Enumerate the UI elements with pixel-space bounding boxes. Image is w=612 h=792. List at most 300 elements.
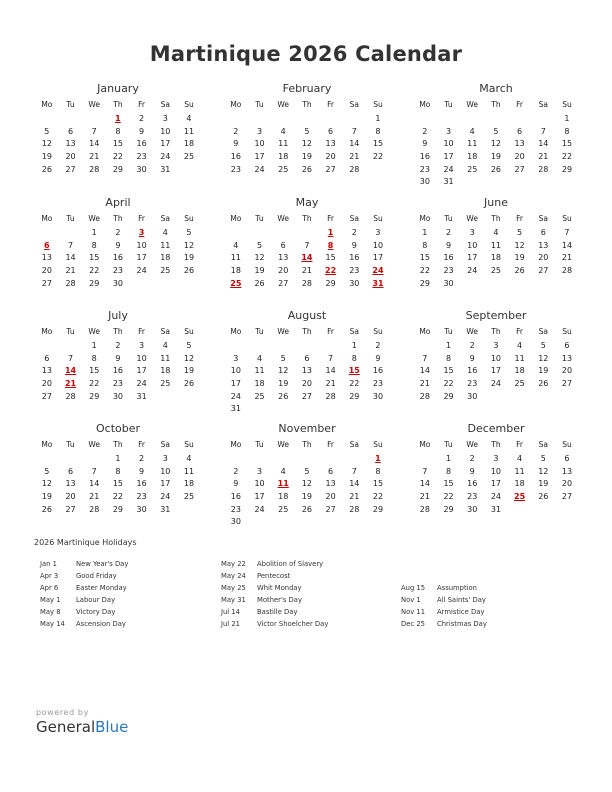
empty-day <box>224 453 248 466</box>
day: 21 <box>65 266 76 276</box>
day: 17 <box>490 479 501 489</box>
day: 22 <box>89 379 100 389</box>
day: 22 <box>443 379 454 389</box>
day: 10 <box>160 126 171 136</box>
day: 24 <box>136 379 147 389</box>
day: 1 <box>564 114 570 123</box>
month-days-grid <box>35 211 201 290</box>
day: 4 <box>517 454 523 463</box>
day: 19 <box>41 492 52 502</box>
day: 16 <box>467 479 478 489</box>
day: 19 <box>538 479 549 489</box>
day: 4 <box>162 341 168 350</box>
day: 7 <box>422 466 428 476</box>
day: 1 <box>445 341 452 350</box>
month-name: June <box>484 196 508 209</box>
day: 13 <box>41 253 52 263</box>
day: 4 <box>517 341 523 350</box>
day: 11 <box>514 353 525 363</box>
day: 10 <box>443 139 454 149</box>
holiday-entry <box>401 594 487 606</box>
day: 20 <box>561 479 573 489</box>
day: 20 <box>561 366 573 376</box>
day: 22 <box>112 492 123 502</box>
month-days-grid <box>413 324 579 403</box>
day: 30 <box>136 164 147 174</box>
weekday-header: Sa <box>349 440 359 449</box>
day: 31 <box>443 177 454 187</box>
day: 16 <box>372 366 384 376</box>
day: 27 <box>514 164 525 174</box>
day: 17 <box>443 152 454 162</box>
day: 2 <box>375 341 381 350</box>
day: 27 <box>65 504 76 514</box>
day: 21 <box>349 492 360 502</box>
day: 8 <box>564 126 570 136</box>
day: 11 <box>490 240 501 250</box>
day: 22 <box>112 152 123 162</box>
day: 5 <box>280 353 286 363</box>
day: 24 <box>254 504 265 514</box>
holiday-day: 8 <box>327 240 334 250</box>
day: 4 <box>233 240 239 250</box>
day: 28 <box>349 164 360 174</box>
weekday-header: Mo <box>41 440 53 449</box>
day: 22 <box>443 492 454 502</box>
weekday-header: Th <box>491 440 501 449</box>
month-name: October <box>95 422 141 435</box>
month-block <box>413 82 579 189</box>
holiday-name: Assumption <box>437 584 477 592</box>
weekday-header: Tu <box>255 327 264 336</box>
day: 5 <box>517 228 523 237</box>
weekday-header: We <box>466 214 479 223</box>
day: 29 <box>349 391 360 401</box>
day: 6 <box>564 454 570 463</box>
day: 21 <box>89 492 100 502</box>
holiday-date: May 25 <box>221 584 246 592</box>
day: 12 <box>301 479 312 489</box>
day: 10 <box>136 240 147 250</box>
day: 25 <box>254 391 265 401</box>
weekday-header: Fr <box>138 100 146 109</box>
day: 19 <box>254 266 265 276</box>
holiday-name: Bastille Day <box>257 608 298 616</box>
day: 10 <box>490 466 501 476</box>
empty-day <box>248 227 272 240</box>
day: 5 <box>540 341 546 350</box>
holiday-name: Armistice Day <box>437 608 485 616</box>
day: 26 <box>514 266 525 276</box>
day: 28 <box>301 278 312 288</box>
holiday-entry <box>221 606 328 618</box>
weekday-header: We <box>88 327 101 336</box>
day: 8 <box>115 126 121 136</box>
day: 13 <box>561 353 573 363</box>
day: 18 <box>183 479 195 489</box>
month-name: September <box>465 309 527 322</box>
day: 1 <box>375 114 381 123</box>
day: 18 <box>254 379 265 389</box>
weekday-header: Fr <box>327 100 335 109</box>
day: 2 <box>139 114 145 123</box>
day: 31 <box>230 404 241 414</box>
day: 4 <box>256 353 263 363</box>
day: 21 <box>89 152 100 162</box>
weekday-header: Sa <box>160 214 170 223</box>
day: 4 <box>162 228 168 237</box>
day: 20 <box>41 266 52 276</box>
day: 2 <box>422 126 428 136</box>
weekday-header: Fr <box>327 440 335 449</box>
empty-day <box>35 340 59 353</box>
day: 16 <box>443 253 454 263</box>
day: 5 <box>186 228 192 237</box>
month-name: August <box>287 309 327 322</box>
day: 28 <box>325 391 336 401</box>
day: 21 <box>419 379 430 389</box>
day: 25 <box>467 164 478 174</box>
month-block <box>413 422 579 516</box>
day: 17 <box>160 479 171 489</box>
day: 23 <box>419 164 430 174</box>
day: 9 <box>469 466 475 476</box>
month-block <box>413 309 579 403</box>
weekday-header: Su <box>184 100 194 109</box>
holiday-day: 14 <box>301 253 313 263</box>
day: 24 <box>443 164 454 174</box>
day: 20 <box>301 379 312 389</box>
day: 8 <box>375 126 381 136</box>
day: 7 <box>422 353 428 363</box>
holiday-date: May 1 <box>40 596 61 604</box>
weekday-header: Su <box>562 440 572 449</box>
month-block <box>35 196 201 290</box>
month-block <box>224 309 390 416</box>
day: 2 <box>233 126 239 136</box>
month-days-grid <box>224 437 390 529</box>
day: 30 <box>136 504 147 514</box>
day: 29 <box>561 164 573 174</box>
day: 15 <box>112 479 123 489</box>
weekday-header: Su <box>562 100 572 109</box>
day: 9 <box>422 139 428 149</box>
empty-day <box>224 340 248 353</box>
day: 10 <box>254 139 265 149</box>
day: 29 <box>112 164 123 174</box>
day: 17 <box>254 152 265 162</box>
day: 3 <box>256 466 263 476</box>
day: 14 <box>349 139 360 149</box>
day: 18 <box>514 479 525 489</box>
day: 28 <box>538 164 549 174</box>
holiday-day: 21 <box>64 379 77 389</box>
day: 26 <box>41 504 52 514</box>
holiday-date: Aug 15 <box>401 584 426 592</box>
weekday-header: Fr <box>327 214 335 223</box>
month-block <box>224 82 390 176</box>
day: 26 <box>301 164 312 174</box>
day: 13 <box>65 479 76 489</box>
day: 25 <box>183 152 195 162</box>
day: 31 <box>160 164 171 174</box>
holiday-date: May 22 <box>221 560 246 568</box>
day: 28 <box>561 266 573 276</box>
weekday-header: Mo <box>230 100 242 109</box>
day: 12 <box>301 139 312 149</box>
weekday-header: Th <box>302 327 312 336</box>
day: 5 <box>186 341 192 350</box>
empty-day <box>271 227 295 240</box>
weekday-header: We <box>88 440 101 449</box>
holiday-day: 25 <box>514 492 526 502</box>
day: 7 <box>91 466 97 476</box>
weekday-header: Fr <box>138 327 146 336</box>
day: 9 <box>445 240 452 250</box>
day: 17 <box>230 379 241 389</box>
weekday-header: Sa <box>160 100 170 109</box>
day: 23 <box>112 266 123 276</box>
weekday-header: Tu <box>66 440 75 449</box>
holiday-day: 1 <box>115 114 121 123</box>
day: 25 <box>183 492 195 502</box>
day: 28 <box>419 391 430 401</box>
day: 17 <box>467 253 478 263</box>
holiday-name: Whit Monday <box>257 584 302 592</box>
day: 27 <box>325 164 336 174</box>
weekday-header: Fr <box>138 214 146 223</box>
day: 30 <box>467 391 478 401</box>
empty-day <box>484 113 508 126</box>
weekday-header: Sa <box>160 440 170 449</box>
day: 5 <box>493 126 499 136</box>
day: 27 <box>561 492 573 502</box>
day: 24 <box>254 164 265 174</box>
empty-day <box>531 113 555 126</box>
holiday-day: 31 <box>372 278 384 288</box>
day: 12 <box>41 139 52 149</box>
day: 31 <box>136 391 147 401</box>
month-name: March <box>479 82 513 95</box>
day: 4 <box>186 114 192 123</box>
day: 16 <box>230 492 241 502</box>
day: 29 <box>112 504 123 514</box>
day: 14 <box>419 366 430 376</box>
day: 3 <box>469 228 475 237</box>
day: 9 <box>139 466 145 476</box>
day: 16 <box>112 253 123 263</box>
holiday-entry <box>40 570 128 582</box>
day: 6 <box>44 353 50 363</box>
day: 26 <box>278 391 289 401</box>
day: 1 <box>445 454 452 463</box>
weekday-header: Th <box>302 214 312 223</box>
day: 7 <box>540 126 546 136</box>
weekday-header: Mo <box>230 214 242 223</box>
day: 21 <box>325 379 336 389</box>
day: 26 <box>41 164 52 174</box>
weekday-header: We <box>277 327 290 336</box>
day: 15 <box>443 366 454 376</box>
weekday-header: Fr <box>516 214 524 223</box>
day: 15 <box>372 479 384 489</box>
day: 14 <box>419 479 430 489</box>
holiday-column <box>401 582 487 630</box>
day: 15 <box>112 139 123 149</box>
weekday-header: Th <box>113 100 123 109</box>
day: 14 <box>65 253 76 263</box>
day: 16 <box>467 366 478 376</box>
month-block <box>224 422 390 529</box>
month-name: February <box>282 82 332 95</box>
holiday-day: 15 <box>348 366 360 376</box>
holiday-entry <box>221 594 328 606</box>
day: 14 <box>349 479 360 489</box>
weekday-header: Th <box>491 327 501 336</box>
holiday-name: Good Friday <box>76 572 117 580</box>
day: 5 <box>256 240 263 250</box>
empty-day <box>460 113 484 126</box>
day: 22 <box>372 152 384 162</box>
empty-day <box>248 113 272 126</box>
holiday-date: Jul 21 <box>221 620 241 628</box>
day: 13 <box>301 366 312 376</box>
holiday-date: Dec 25 <box>401 620 425 628</box>
day: 11 <box>514 466 525 476</box>
weekday-header: Sa <box>538 327 548 336</box>
day: 11 <box>230 253 241 263</box>
day: 11 <box>160 240 171 250</box>
month-days-grid <box>224 324 390 416</box>
day: 15 <box>443 479 454 489</box>
day: 19 <box>183 366 195 376</box>
day: 15 <box>325 253 336 263</box>
month-name: January <box>97 82 139 95</box>
weekday-header: Th <box>113 214 123 223</box>
day: 23 <box>230 504 241 514</box>
holiday-day: 3 <box>138 228 145 237</box>
holiday-name: Pentecost <box>257 572 291 580</box>
day: 30 <box>443 278 454 288</box>
day: 8 <box>91 240 97 250</box>
holiday-name: Mother's Day <box>257 596 302 604</box>
day: 13 <box>325 479 336 489</box>
day: 16 <box>419 152 430 162</box>
weekday-header: Mo <box>419 100 431 109</box>
day: 29 <box>325 278 336 288</box>
day: 23 <box>136 152 147 162</box>
day: 23 <box>467 492 478 502</box>
month-days-grid <box>35 324 201 403</box>
day: 14 <box>538 139 549 149</box>
day: 6 <box>67 126 74 136</box>
month-days-grid <box>413 211 579 290</box>
day: 7 <box>91 126 97 136</box>
empty-day <box>224 113 248 126</box>
day: 17 <box>372 253 384 263</box>
day: 5 <box>44 126 50 136</box>
day: 1 <box>91 228 97 237</box>
day: 23 <box>467 379 478 389</box>
day: 29 <box>443 391 454 401</box>
day: 11 <box>160 353 171 363</box>
day: 2 <box>469 454 475 463</box>
holiday-date: May 31 <box>221 596 246 604</box>
day: 11 <box>254 366 265 376</box>
day: 30 <box>230 517 241 527</box>
weekday-header: Tu <box>255 440 264 449</box>
day: 8 <box>115 466 121 476</box>
weekday-header: Tu <box>66 100 75 109</box>
day: 26 <box>183 379 195 389</box>
holiday-date: May 8 <box>40 608 61 616</box>
day: 24 <box>160 492 171 502</box>
day: 3 <box>445 126 452 136</box>
holiday-entry <box>221 618 328 630</box>
holiday-entry <box>40 558 128 570</box>
day: 3 <box>493 341 499 350</box>
weekday-header: Su <box>562 214 572 223</box>
weekday-header: Th <box>113 440 123 449</box>
day: 27 <box>41 278 52 288</box>
empty-day <box>271 453 295 466</box>
day: 4 <box>469 126 475 136</box>
day: 3 <box>162 454 168 463</box>
day: 19 <box>538 366 549 376</box>
day: 20 <box>538 253 549 263</box>
day: 9 <box>139 126 145 136</box>
holiday-date: Jul 14 <box>221 608 241 616</box>
weekday-header: Fr <box>138 440 146 449</box>
day: 1 <box>91 341 97 350</box>
day: 29 <box>419 278 430 288</box>
day: 24 <box>230 391 241 401</box>
weekday-header: Th <box>302 100 312 109</box>
day: 18 <box>160 366 171 376</box>
weekday-header: Tu <box>66 327 75 336</box>
day: 4 <box>493 228 499 237</box>
weekday-header: Mo <box>41 214 53 223</box>
day: 12 <box>254 253 265 263</box>
day: 7 <box>564 228 570 237</box>
day: 9 <box>233 139 239 149</box>
day: 14 <box>89 139 100 149</box>
holiday-entry <box>401 618 487 630</box>
day: 6 <box>328 126 334 136</box>
day: 9 <box>115 353 121 363</box>
day: 4 <box>186 454 192 463</box>
day: 2 <box>351 228 357 237</box>
month-block <box>413 196 579 290</box>
month-name: December <box>467 422 525 435</box>
day: 27 <box>41 391 52 401</box>
day: 22 <box>419 266 430 276</box>
day: 22 <box>372 492 384 502</box>
day: 11 <box>278 139 289 149</box>
day: 17 <box>160 139 171 149</box>
day: 21 <box>561 253 573 263</box>
day: 4 <box>280 126 286 136</box>
day: 6 <box>564 341 570 350</box>
month-block <box>224 196 390 290</box>
month-name: April <box>105 196 131 209</box>
holiday-entry <box>40 594 128 606</box>
day: 23 <box>372 379 384 389</box>
weekday-header: Mo <box>419 214 431 223</box>
weekday-header: Sa <box>349 214 359 223</box>
day: 13 <box>41 366 52 376</box>
weekday-header: Tu <box>66 214 75 223</box>
